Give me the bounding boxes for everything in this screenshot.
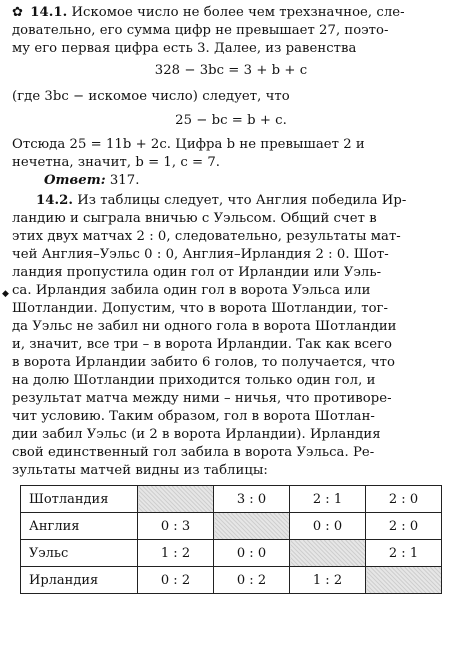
answer-value: 317. xyxy=(105,173,140,188)
problem-14-2-line: дии забил Уэльс (и 2 в ворота Ирландии). Ирландия xyxy=(12,427,381,442)
problem-14-2-line: чит условию. Таким образом, гол в ворота Шотлан- xyxy=(12,409,375,424)
team-name: Шотландия xyxy=(21,486,138,513)
problem-14-2-line: и, значит, все три – в ворота Ирландии. Так как всего xyxy=(12,337,393,352)
problem-14-1-line-6: нечетна, значит, b = 1, c = 7. xyxy=(12,155,221,170)
problem-14-2-line: этих двух матчах 2 : 0, следовательно, результаты мат- xyxy=(12,229,401,244)
table-cell: 1 : 2 xyxy=(290,567,366,594)
table-cell-diagonal xyxy=(214,513,290,540)
flower-icon: ✿ xyxy=(12,5,23,20)
table-cell: 2 : 1 xyxy=(290,486,366,513)
problem-14-2-line: зультаты матчей видны из таблицы: xyxy=(12,463,268,478)
table-cell: 0 : 0 xyxy=(290,513,366,540)
problem-14-2-line: са. Ирландия забила один гол в ворота Уэльса или xyxy=(12,283,371,298)
problem-14-2-line: Шотландии. Допустим, что в ворота Шотландии, тог- xyxy=(12,301,389,316)
problem-14-1-line-4: (где 3bc − искомое число) следует, что xyxy=(12,89,290,104)
table-cell: 2 : 1 xyxy=(366,540,442,567)
margin-dot-icon: ◆ xyxy=(2,289,9,299)
problem-number-14-1: 14.1. xyxy=(30,5,68,20)
problem-14-2-line: ландию и сыграла вничью с Уэльсом. Общий счет в xyxy=(12,211,377,226)
table-cell: 0 : 2 xyxy=(214,567,290,594)
problem-14-2-line: свой единственный гол забила в ворота Уэльса. Ре- xyxy=(12,445,375,460)
problem-14-2-line: да Уэльс не забил ни одного гола в ворота Шотландии xyxy=(12,319,397,334)
table-row xyxy=(21,486,442,513)
team-name: Ирландия xyxy=(21,567,138,594)
results-table xyxy=(20,485,442,594)
problem-14-1-line-5: Отсюда 25 = 11b + 2c. Цифра b не превышает 2 и xyxy=(12,137,365,152)
answer-label: Ответ: xyxy=(44,173,106,188)
table-row xyxy=(21,540,442,567)
table-row xyxy=(21,513,442,540)
table-cell: 0 : 3 xyxy=(138,513,214,540)
table-cell-diagonal xyxy=(290,540,366,567)
table-cell: 0 : 2 xyxy=(138,567,214,594)
problem-14-1-line-1: ✿ 14.1. Искомое число не более чем трехзначное, сле- xyxy=(12,5,405,20)
table-cell: 1 : 2 xyxy=(138,540,214,567)
problem-14-2-line: ландия пропустила один гол от Ирландии или Уэль- xyxy=(12,265,382,280)
problem-14-2-line: на долю Шотландии приходится только один гол, и xyxy=(12,373,376,388)
equation-1: 328 − 3bc = 3 + b + c xyxy=(154,63,308,78)
table-cell: 2 : 0 xyxy=(366,513,442,540)
table-cell-diagonal xyxy=(366,567,442,594)
problem-14-1-line-2: довательно, его сумма цифр не превышает 27, поэто- xyxy=(12,23,389,38)
table-cell: 0 : 0 xyxy=(214,540,290,567)
table-cell-diagonal xyxy=(138,486,214,513)
problem-14-2-line-1: 14.2. Из таблицы следует, что Англия победила Ир- xyxy=(36,193,407,208)
answer-line xyxy=(44,172,462,190)
team-name: Уэльс xyxy=(21,540,138,567)
team-name: Англия xyxy=(21,513,138,540)
problem-14-2-line: результат матча между ними – ничья, что противоре- xyxy=(12,391,392,406)
table-cell: 3 : 0 xyxy=(214,486,290,513)
table-row xyxy=(21,567,442,594)
table-cell: 2 : 0 xyxy=(366,486,442,513)
problem-14-2-line: чей Англия–Уэльс 0 : 0, Англия–Ирландия 2 : 0. Шот- xyxy=(12,247,389,262)
problem-14-1-line-3: му его первая цифра есть 3. Далее, из равенства xyxy=(12,41,357,56)
problem-14-2-line: в ворота Ирландии забито 6 голов, то получается, что xyxy=(12,355,395,370)
equation-2: 25 − bc = b + c. xyxy=(175,113,287,128)
problem-number-14-2: 14.2. xyxy=(36,193,73,208)
